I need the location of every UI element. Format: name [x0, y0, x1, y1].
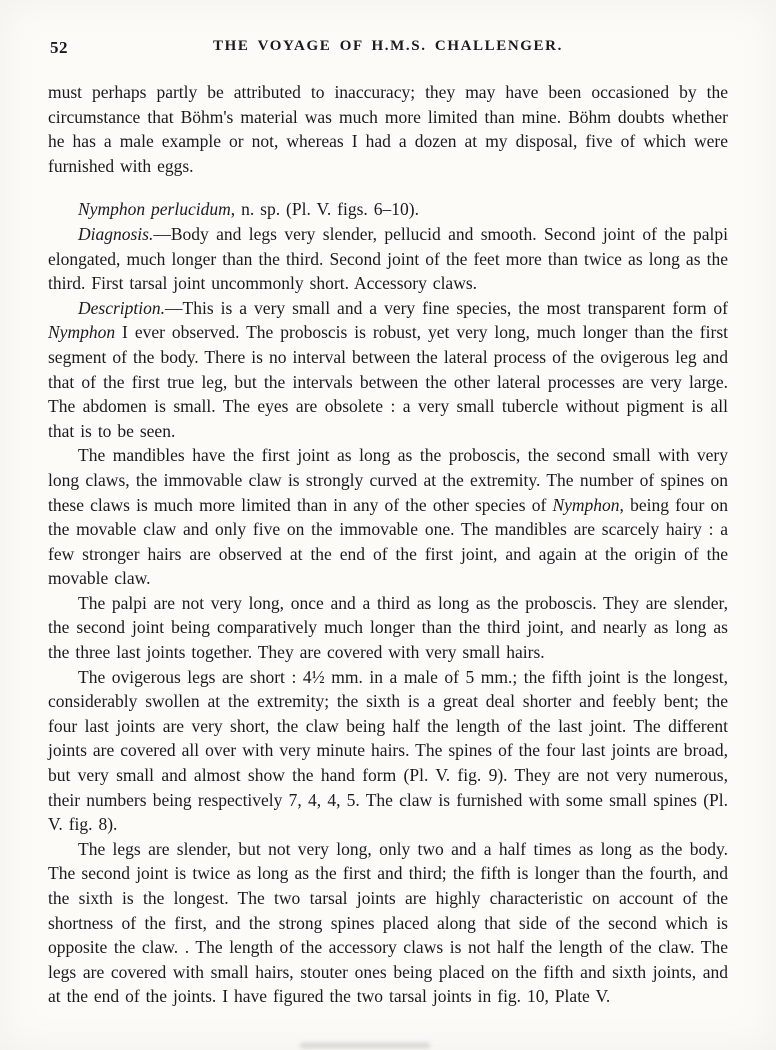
text-segment: —This is a very small and a very fine species, the most transparent form of — [165, 297, 728, 318]
text-segment: must perhaps partly be attributed to inaccuracy; they may have been occasioned by the circumstance that Böhm's material was much more limited than mine. Böhm doubts whether he has a male example or not, whereas I had a dozen at my disposal, five of which were furnished with eggs. — [48, 82, 728, 176]
species-name: Nymphon perlucidum — [78, 199, 231, 220]
text-segment: The ovigerous legs are short : 4½ mm. in a male of 5 mm.; the fifth joint is the longest, considerably swollen at the extremity; the sixth is a great deal shorter and feebly bent; the four last joints are very short, the claw being half the length of the last joint. The different joints are covered all over with very minute hairs. The spines of the four last joints are broad, but very small and almost show the hand form (Pl. V. fig. 9). They are not very numerous, their numbers being respectively 7, 4, 4, 5. The claw is furnished with some small spines (Pl. V. fig. 8). — [48, 666, 728, 835]
paragraph-legs — [48, 837, 728, 1009]
paragraph-palpi — [48, 591, 728, 665]
genus-name: Nymphon — [552, 494, 620, 515]
term-label-diagnosis: Diagnosis. — [78, 223, 154, 244]
term-label-description: Description. — [78, 297, 166, 318]
genus-name: Nymphon — [48, 322, 116, 343]
paragraph-diagnosis — [48, 222, 728, 296]
page-number: 52 — [50, 38, 68, 57]
paragraph-ovigerous-legs — [48, 665, 728, 837]
text-segment: , being four on the movable claw and only five on the immovable one. The mandibles are scarcely hairy : a few stronger hairs are observed at the end of the first joint, and again at the origin of the movable claw. — [48, 494, 728, 589]
text-segment: —Body and legs very slender, pellucid and smooth. Second joint of the palpi elongated, much longer than the third. Second joint of the feet more than twice as long as the third. First tarsal joint uncommonly short. Accessory claws. — [48, 223, 728, 294]
text-segment: I ever observed. The proboscis is robust, yet very long, much longer than the first segment of the body. There is no interval between the lateral process of the ovigerous leg and that of the first true leg, but the intervals between the other lateral processes are very large. The abdomen is small. The eyes are obsolete : a very small tubercle without pigment is all that is to be seen. — [48, 322, 728, 441]
paragraph-description — [48, 296, 728, 444]
page-header — [48, 38, 728, 60]
text-segment: The palpi are not very long, once and a third as long as the proboscis. They are slender, the second joint being comparatively much longer than the third joint, and nearly as long as the three last joints together. They are covered with very small hairs. — [48, 592, 728, 663]
paragraph-mandibles — [48, 443, 728, 591]
species-heading — [48, 197, 728, 222]
text-segment: The mandibles have the first joint as long as the proboscis, the second small with very long claws, the immovable claw is strongly curved at the extremity. The number of spines on these claws is much more limited than in any of the other species of — [48, 445, 728, 515]
running-title: THE VOYAGE OF H.M.S. CHALLENGER. — [213, 38, 563, 54]
scan-artifact — [300, 1043, 430, 1048]
paragraph-continuation — [48, 80, 728, 178]
page-body — [48, 80, 728, 1009]
text-segment: , n. sp. (Pl. V. figs. 6–10). — [230, 199, 419, 220]
text-segment: The legs are slender, but not very long, only two and a half times as long as the body. The second joint is twice as long as the first and third; the fifth is longer than the fourth, and the sixth is the longest. The two tarsal joints are highly characteristic on account of the shortness of the first, and the strong spines placed along that side of the second which is opposite the claw. . The length of the accessory claws is not half the length of the claw. The legs are covered with small hairs, stouter ones being placed on the fifth and sixth joints, and at the end of the joints. I have figured the two tarsal joints in fig. 10, Plate V. — [48, 838, 728, 1007]
